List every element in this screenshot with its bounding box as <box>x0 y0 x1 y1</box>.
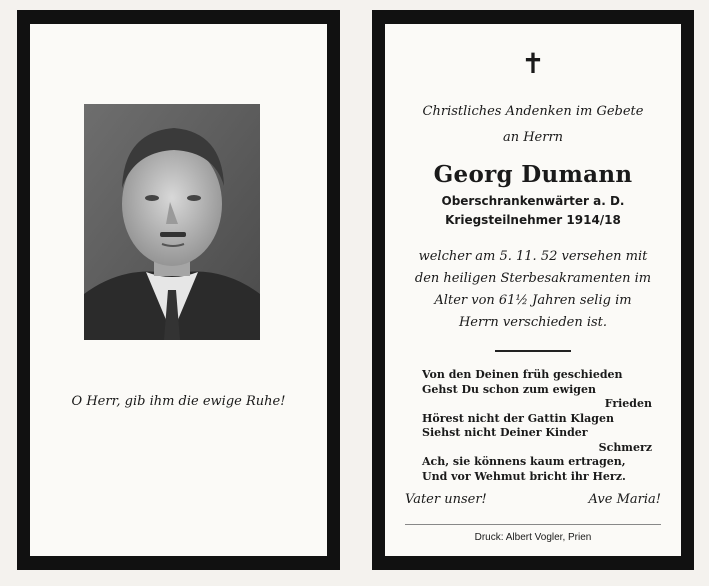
closing-right: Ave Maria! <box>588 492 661 507</box>
portrait-photo <box>84 104 260 340</box>
death-line: Herrn verschieden ist. <box>458 315 608 330</box>
cross-icon: ✝ <box>521 47 545 80</box>
memory-line-1: Christliches Andenken im Gebete <box>422 104 644 119</box>
closing-prayers <box>405 492 661 507</box>
occupation-title: Oberschrankenwärter a. D. <box>441 194 625 208</box>
death-line: Alter von 61½ Jahren selig im <box>434 293 632 308</box>
portrait-image <box>84 104 260 340</box>
poem-line: Ach, sie könnens kaum ertragen, <box>422 455 626 468</box>
poem-line: Gehst Du schon zum ewigen <box>422 382 596 396</box>
prayer-text: O Herr, gib ihm die ewige Ruhe! <box>71 394 286 409</box>
death-line: welcher am 5. 11. 52 versehen mit <box>418 249 648 264</box>
poem <box>422 368 662 484</box>
printer-rule <box>405 524 661 525</box>
poem-line: Hörest nicht der Gattin Klagen <box>422 411 614 425</box>
memory-line-2: an Herrn <box>502 130 564 145</box>
right-card-inner <box>385 24 681 556</box>
deceased-name: Georg Dumann <box>433 161 633 188</box>
veteran-title: Kriegsteilnehmer 1914/18 <box>445 213 621 227</box>
left-card <box>17 10 340 570</box>
death-notice <box>385 246 681 334</box>
printer-credit: Druck: Albert Vogler, Prien <box>474 532 592 543</box>
ornamental-divider <box>495 350 571 352</box>
poem-line: Frieden <box>604 397 652 410</box>
right-card <box>372 10 694 570</box>
closing-left: Vater unser! <box>405 492 487 507</box>
left-card-inner <box>30 24 327 556</box>
poem-line: Siehst nicht Deiner Kinder <box>422 426 588 439</box>
poem-line: Und vor Wehmut bricht ihr Herz. <box>422 469 626 483</box>
poem-line: Von den Deinen früh geschieden <box>422 368 623 381</box>
death-line: den heiligen Sterbesakramenten im <box>414 271 652 286</box>
poem-line: Schmerz <box>598 440 652 454</box>
